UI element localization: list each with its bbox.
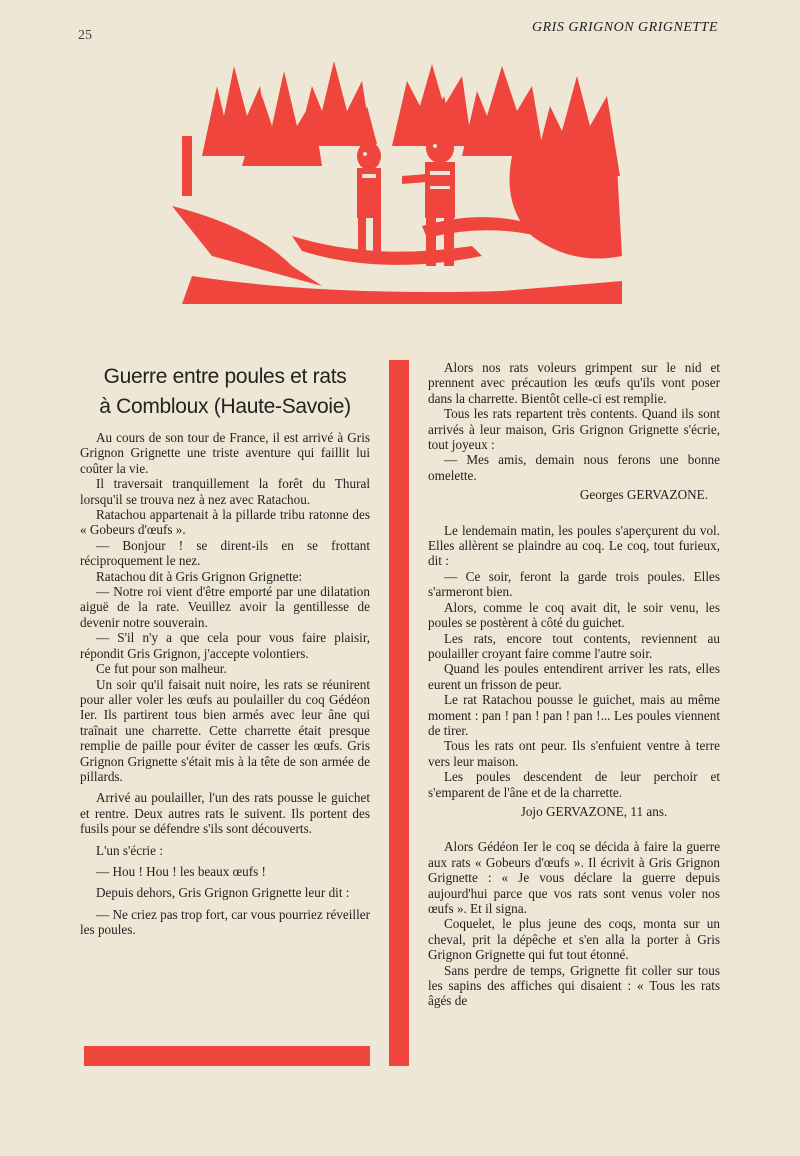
paragraph: Le lendemain matin, les poules s'aperçurent du vol. Elles allèrent se plaindre au coq. Le coq, tout furieux, dit : — [428, 522, 720, 569]
paragraph: — Mes amis, demain nous ferons une bonne omelette. — [428, 452, 720, 483]
paragraph: Le rat Ratachou pousse le guichet, mais au même moment : pan ! pan ! pan ! pan !... Les poules viennent de tirer. — [428, 692, 720, 738]
right-column — [428, 360, 720, 1009]
red-divider-vertical — [389, 360, 409, 1066]
paragraph: Ratachou dit à Gris Grignon Grignette: — [96, 568, 303, 584]
author-signature: Georges GERVAZONE. — [579, 487, 708, 503]
red-divider-horizontal — [84, 1046, 370, 1066]
paragraph: Quand les poules entendirent arriver les rats, elles eurent un frisson de peur. — [428, 661, 720, 692]
paragraph: Alors, comme le coq avait dit, le soir venu, les poules se postèrent à côté du guichet. — [428, 599, 720, 631]
left-column — [80, 360, 370, 938]
paragraph: — Bonjour ! se dirent-ils en se frottant réciproquement le nez. — [80, 537, 370, 569]
paragraph: — Ce soir, feront la garde trois poules. Elles s'armeront bien. — [428, 568, 720, 600]
paragraph: Depuis dehors, Gris Grignon Grignette leur dit : — [96, 885, 350, 901]
paragraph: Alors nos rats voleurs grimpent sur le nid et prennent avec précaution les œufs qu'ils vont poser dans la charrette. Bientôt celle-ci est remplie. — [428, 360, 720, 406]
running-head: GRIS GRIGNON GRIGNETTE — [532, 20, 718, 35]
article-title-line-2: à Combloux (Haute-Savoie) — [99, 395, 351, 418]
paragraph: Les poules descendent de leur perchoir et s'emparent de l'âne et de la charrette. — [428, 769, 720, 800]
paragraph: — Hou ! Hou ! les beaux œufs ! — [96, 863, 266, 879]
paragraph: Arrivé au poulailler, l'un des rats pousse le guichet et rentre. Deux autres rats le suivent. Ils portent des fusils pour se défendre s'ils sont découverts. — [80, 790, 370, 837]
paragraph: Tous les rats ont peur. Ils s'enfuient ventre à terre vers leur maison. — [428, 738, 720, 769]
paragraph: — Ne criez pas trop fort, car vous pourriez réveiller les poules. — [80, 906, 370, 938]
author-signature: Jojo GERVAZONE, 11 ans. — [520, 803, 668, 819]
woodcut-illustration-icon — [172, 56, 622, 304]
section-spacer — [428, 503, 720, 523]
article-title — [80, 362, 370, 422]
paragraph: Coquelet, le plus jeune des coqs, monta sur un cheval, prit la dépêche et s'en alla la porter à Gris Grignon Grignette qui fut tout étonné. — [428, 916, 720, 963]
page-number: 25 — [78, 28, 92, 43]
paragraph: Au cours de son tour de France, il est arrivé à Gris Grignon Grignette une triste aventure qui faillit lui coûter la vie. — [80, 430, 370, 476]
paragraph: Sans perdre de temps, Grignette fit coller sur tous les sapins des affiches qui disaient : « Tous les rats âgés de — [428, 962, 720, 1009]
paragraph: Alors Gédéon Ier le coq se décida à faire la guerre aux rats « Gobeurs d'œufs ». Il écrivit à Gris Grignon Grignette : « Je vous déclare la guerre depuis aujourd'hui parce que vos rats sont venus voler nos œufs ». Et il signa. — [428, 839, 720, 916]
paragraph: — Notre roi vient d'être emporté par une dilatation aiguë de la rate. Veuillez avoir la gentillesse de devenir notre souverain. — [80, 584, 370, 630]
paragraph: — S'il n'y a que cela pour vous faire plaisir, répondit Gris Grignon, j'accepte volontiers. — [80, 630, 370, 661]
paragraph: Il traversait tranquillement la forêt du Thural lorsqu'il se trouva nez à nez avec Ratachou. — [80, 476, 370, 507]
paragraph: Ce fut pour son malheur. — [96, 661, 227, 677]
paragraph: L'un s'écrie : — [96, 842, 163, 858]
article-title-line-1: Guerre entre poules et rats — [103, 365, 347, 388]
paragraph: Un soir qu'il faisait nuit noire, les rats se réunirent pour aller voler les œufs au poulailler du coq Gédéon Ier. Ils partirent tous bien armés avec leur âne qui traînait une charrette. Cette charrette était presque remplie de paille pour éviter de casser les œufs. Gris Grignon Grignette s'était mis à la tête de son armée de pillards. — [80, 676, 370, 784]
paragraph: Tous les rats repartent très contents. Quand ils sont arrivés à leur maison, Gris Grignon Grignette s'écrie, tout joyeux : — [428, 406, 720, 453]
paragraph: Ratachou appartenait à la pillarde tribu ratonne des « Gobeurs d'œufs ». — [80, 507, 370, 538]
paragraph: Les rats, encore tout contents, reviennent au poulailler croyant faire comme l'autre soir. — [428, 630, 720, 661]
section-spacer — [428, 819, 720, 839]
